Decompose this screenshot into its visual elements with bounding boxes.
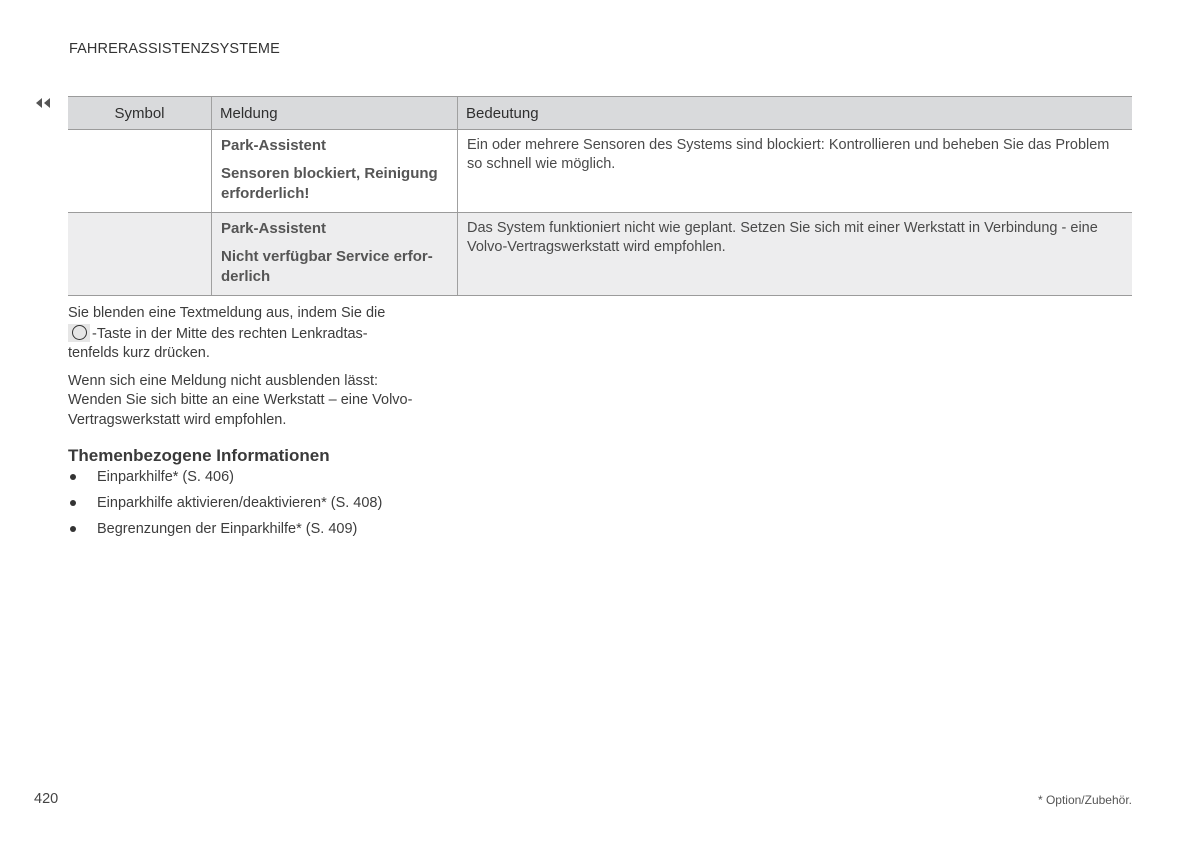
body-text: [68, 304, 413, 438]
message-subtitle: Nicht verfügbar Service erfor-derlich: [221, 248, 433, 285]
column-header-meaning: Bedeutung: [458, 97, 1133, 130]
column-header-message: Meldung: [212, 97, 458, 130]
table-header-row: [68, 97, 1132, 130]
related-link-parking-aid-limits[interactable]: Begrenzungen der Einparkhilfe* (S. 409): [68, 519, 382, 545]
related-info-list: [68, 467, 382, 545]
table-row: [68, 213, 1132, 296]
paragraph-not-dismissable: Wenn sich eine Meldung nicht ausblenden lässt: Wenden Sie sich bitte an eine Werkstatt – eine Volvo-Vertragswerkstatt wird empfohlen.: [68, 372, 413, 428]
message-title: Park-Assistent: [221, 137, 327, 154]
column-header-symbol: Symbol: [68, 97, 212, 130]
meaning-cell: Ein oder mehrere Sensoren des Systems sind blockiert: Kontrollieren und beheben Sie das Problem so schnell wie möglich.: [458, 130, 1133, 213]
related-link-activate-parking-aid[interactable]: Einparkhilfe aktivieren/deaktivieren* (S. 408): [68, 493, 382, 519]
paragraph-dismiss-start: Sie blenden eine Textmeldung aus, indem Sie die: [68, 305, 386, 321]
message-title: Park-Assistent: [221, 220, 327, 237]
paragraph-dismiss-end: -Taste in der Mitte des rechten Lenkradtas-tenfelds kurz drücken.: [68, 325, 368, 361]
message-subtitle: Sensoren blockiert, Reinigung erforderlich!: [221, 165, 438, 202]
meaning-cell: Das System funktioniert nicht wie geplant. Setzen Sie sich mit einer Werkstatt in Verbindung - eine Volvo-Vertragswerkstatt wird empfohlen.: [458, 213, 1133, 296]
circle-button-icon: [68, 324, 90, 342]
double-chevron-left-icon[interactable]: [33, 97, 53, 109]
symbol-cell: [68, 213, 212, 296]
message-cell: [212, 130, 458, 213]
message-table: [68, 96, 1132, 296]
paragraph-dismiss: [68, 304, 413, 364]
symbol-cell: [68, 130, 212, 213]
related-info-title: Themenbezogene Informationen: [68, 446, 330, 465]
message-cell: [212, 213, 458, 296]
footnote: * Option/Zubehör.: [1037, 793, 1132, 807]
page-number: 420: [34, 791, 59, 807]
related-link-parking-aid[interactable]: Einparkhilfe* (S. 406): [68, 467, 382, 493]
table-row: [68, 130, 1132, 213]
section-header: FAHRERASSISTENZSYSTEME: [69, 41, 280, 57]
